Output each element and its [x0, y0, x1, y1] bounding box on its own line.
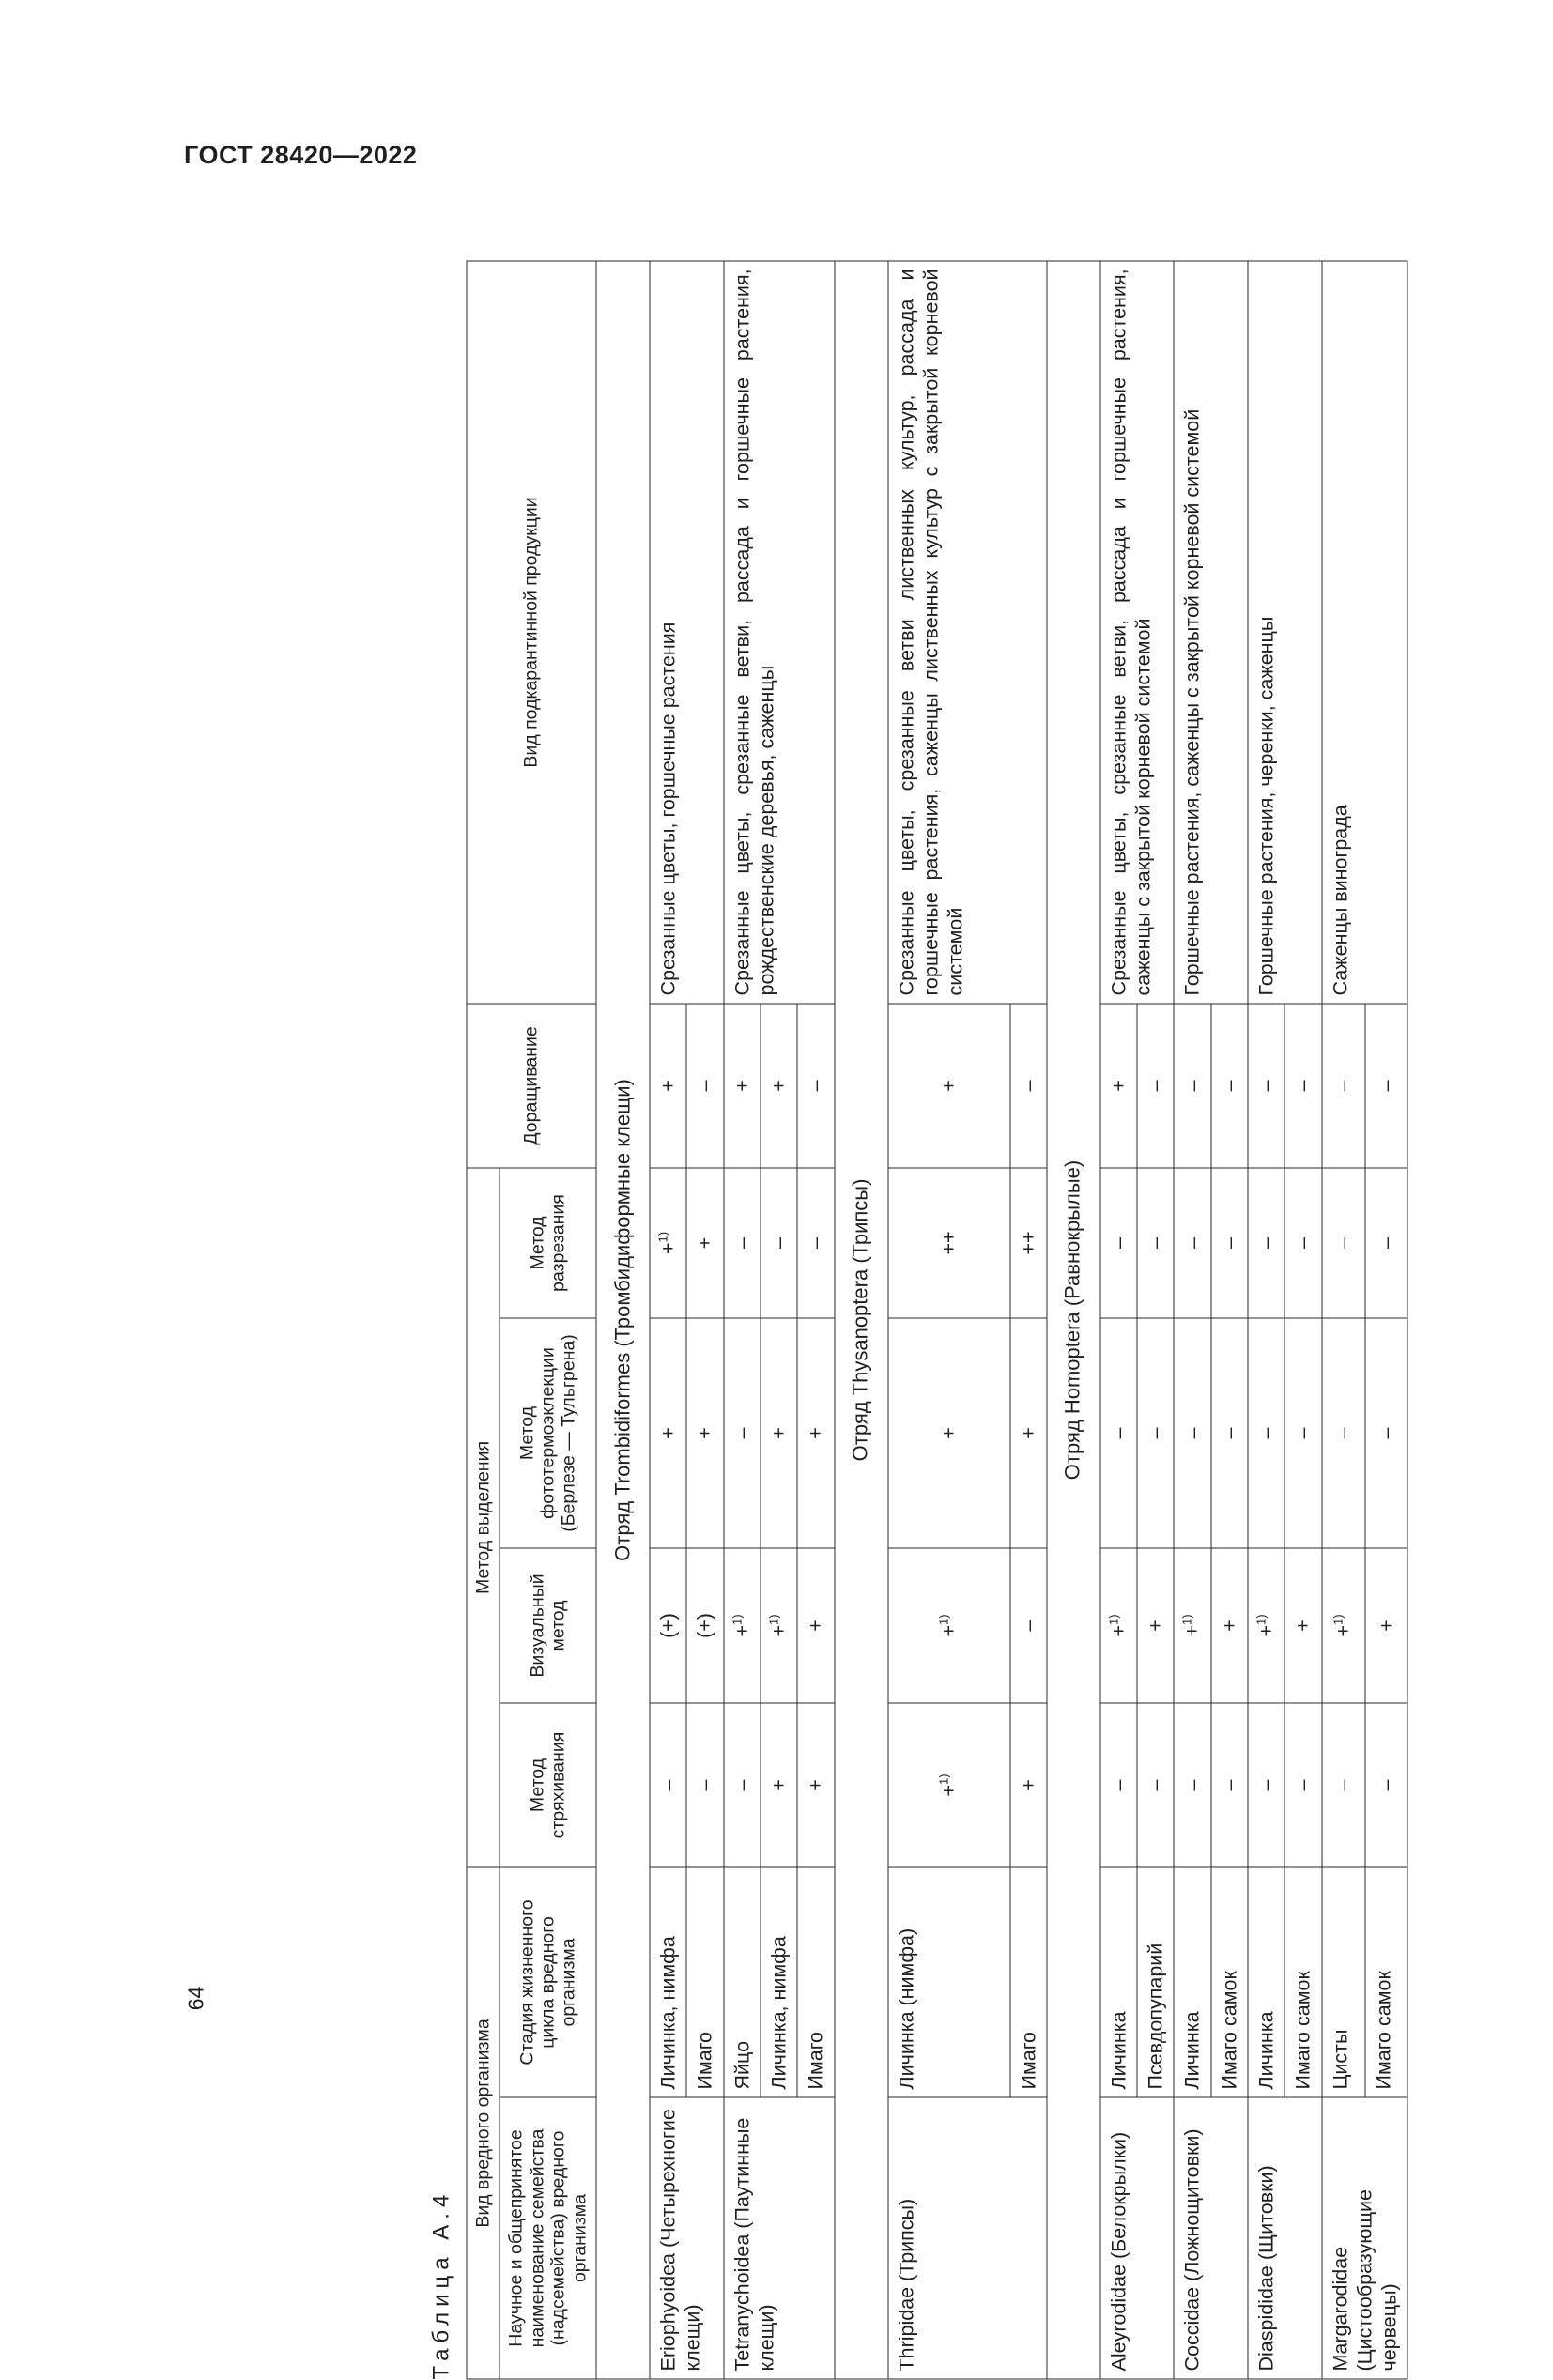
grow-cell: –: [1174, 1004, 1210, 1168]
section-title: Отряд Homoptera (Равнокрылые): [1047, 261, 1100, 2379]
grow-cell: –: [1137, 1004, 1174, 1168]
header-name: Научное и общепринятое наименование семейства (надсемейства) вредного организма: [500, 2097, 596, 2379]
visual-cell: +$^{1)}$: [1322, 1548, 1365, 1703]
header-method-group: Метод выделения: [467, 1168, 500, 1867]
footnote-marker: 1): [1254, 1614, 1269, 1625]
stage-cell: Яйцо: [724, 1867, 761, 2097]
stage-cell: Псевдопупарий: [1137, 1867, 1174, 2097]
table-row: [724, 261, 761, 2379]
grow-cell: +: [650, 1004, 686, 1168]
stage-cell: Имаго: [797, 1867, 834, 2097]
pest-name: Aleyrodidae (Белокрылки): [1100, 2097, 1175, 2379]
visual-cell: +$^{1)}$: [761, 1548, 797, 1703]
shake-cell: –: [1322, 1703, 1365, 1867]
photo-cell: –: [1365, 1318, 1408, 1548]
product-cell: Горшечные растения, черенки, саженцы: [1248, 261, 1322, 1004]
shake-cell: –: [1100, 1703, 1137, 1867]
shake-cell: +: [1010, 1703, 1047, 1867]
pest-methods-table: [467, 260, 1408, 2379]
shake-cell: –: [1248, 1703, 1284, 1867]
table-row: [1174, 261, 1210, 2379]
grow-cell: –: [686, 1004, 723, 1168]
grow-cell: +: [761, 1004, 797, 1168]
grow-cell: –: [1322, 1004, 1365, 1168]
stage-cell: Имаго самок: [1365, 1867, 1408, 2097]
photo-cell: –: [1248, 1318, 1284, 1548]
table-row: [1100, 261, 1137, 2379]
photo-cell: –: [1100, 1318, 1137, 1548]
footnote-marker: 1): [767, 1614, 781, 1625]
section-title: Отряд Thysanoptera (Трипсы): [835, 261, 888, 2379]
grow-cell: –: [1284, 1004, 1321, 1168]
shake-cell: –: [1137, 1703, 1174, 1867]
document-header: ГОСТ 28420—2022: [184, 141, 417, 170]
grow-cell: –: [1248, 1004, 1284, 1168]
footnote-marker: 1): [936, 1773, 950, 1785]
photo-cell: –: [724, 1318, 761, 1548]
visual-cell: +$^{1)}$: [1248, 1548, 1284, 1703]
header-photo: Метод фототермоэклекции (Берлезе — Тульгрена): [500, 1318, 596, 1548]
shake-cell: –: [650, 1703, 686, 1867]
product-cell: Срезанные цветы, срезанные ветви, рассада и горшечные растения, рождественские деревья, саженцы: [724, 261, 835, 1004]
grow-cell: +: [724, 1004, 761, 1168]
table-row: [650, 261, 686, 2379]
pest-name: Tetranychoidea (Паутинные клещи): [724, 2097, 835, 2379]
header-product: Вид подкарантинной продукции: [467, 261, 596, 1004]
cut-cell: –: [1137, 1168, 1174, 1318]
visual-cell: +$^{1)}$: [1100, 1548, 1137, 1703]
cut-cell: –: [724, 1168, 761, 1318]
cut-cell: –: [1284, 1168, 1321, 1318]
footnote-marker: 1): [1330, 1614, 1345, 1625]
cut-cell: –: [1365, 1168, 1408, 1318]
grow-cell: –: [1211, 1004, 1248, 1168]
visual-cell: +$^{1)}$: [888, 1548, 1010, 1703]
product-cell: Срезанные цветы, срезанные ветви лиственных культур, рассада и горшечные растения, саженцы лиственных культур с закрытой корневой системой: [888, 261, 1047, 1004]
grow-cell: +: [888, 1004, 1010, 1168]
header-cut: Метод разрезания: [500, 1168, 596, 1318]
visual-cell: +: [1211, 1548, 1248, 1703]
visual-cell: –: [1010, 1548, 1047, 1703]
table-row: [1322, 261, 1365, 2379]
visual-cell: (+): [650, 1548, 686, 1703]
photo-cell: –: [1322, 1318, 1365, 1548]
visual-cell: +: [797, 1548, 834, 1703]
photo-cell: +: [797, 1318, 834, 1548]
cut-cell: –: [797, 1168, 834, 1318]
photo-cell: –: [1137, 1318, 1174, 1548]
shake-cell: +$^{1)}$: [888, 1703, 1010, 1867]
stage-cell: Имаго: [686, 1867, 723, 2097]
product-cell: Срезанные цветы, горшечные растения: [650, 261, 724, 1004]
stage-cell: Личинка, нимфа: [650, 1867, 686, 2097]
photo-cell: +: [888, 1318, 1010, 1548]
header-shake: Метод стряхивания: [500, 1703, 596, 1867]
visual-cell: +$^{1)}$: [724, 1548, 761, 1703]
footnote-marker: 1): [730, 1614, 744, 1625]
product-cell: Срезанные цветы, срезанные ветви, рассада и горшечные растения, саженцы с закрытой корневой системой: [1100, 261, 1175, 1004]
pest-name: Margarodidae (Цистообразующие червецы): [1322, 2097, 1408, 2379]
header-pest-group: Вид вредного организма: [467, 1867, 500, 2379]
photo-cell: +: [650, 1318, 686, 1548]
visual-cell: +$^{1)}$: [1174, 1548, 1210, 1703]
photo-cell: +: [686, 1318, 723, 1548]
header-stage: Стадия жизненного цикла вредного организма: [500, 1867, 596, 2097]
table-caption: Таблица А.4: [429, 2189, 455, 2380]
shake-cell: –: [1284, 1703, 1321, 1867]
stage-cell: Личинка: [1248, 1867, 1284, 2097]
header-visual: Визуальный метод: [500, 1548, 596, 1703]
cut-cell: +$^{1)}$: [650, 1168, 686, 1318]
shake-cell: –: [724, 1703, 761, 1867]
footnote-marker: 1): [1106, 1614, 1120, 1625]
cut-cell: +: [686, 1168, 723, 1318]
cut-cell: ++: [1010, 1168, 1047, 1318]
grow-cell: –: [797, 1004, 834, 1168]
footnote-marker: 1): [1180, 1614, 1194, 1625]
stage-cell: Цисты: [1322, 1867, 1365, 2097]
section-title: Отряд Trombidiformes (Тромбидиформные клещи): [596, 261, 650, 2379]
footnote-marker: 1): [656, 1232, 670, 1243]
photo-cell: –: [1211, 1318, 1248, 1548]
stage-cell: Имаго самок: [1211, 1867, 1248, 2097]
shake-cell: –: [1365, 1703, 1408, 1867]
photo-cell: –: [1284, 1318, 1321, 1548]
stage-cell: Личинка: [1100, 1867, 1137, 2097]
pest-name: Diaspididae (Щитовки): [1248, 2097, 1322, 2379]
shake-cell: +: [797, 1703, 834, 1867]
stage-cell: Личинка: [1174, 1867, 1210, 2097]
grow-cell: –: [1010, 1004, 1047, 1168]
shake-cell: –: [686, 1703, 723, 1867]
visual-cell: (+): [686, 1548, 723, 1703]
rotated-table-region: [429, 262, 1553, 2380]
table-row: [888, 261, 1010, 2379]
cut-cell: –: [1248, 1168, 1284, 1318]
cut-cell: –: [761, 1168, 797, 1318]
visual-cell: +: [1284, 1548, 1321, 1703]
shake-cell: +: [761, 1703, 797, 1867]
pest-name: Thripidae (Трипсы): [888, 2097, 1047, 2379]
cut-cell: –: [1100, 1168, 1137, 1318]
photo-cell: +: [1010, 1318, 1047, 1548]
pest-name: Coccidae (Ложнощитовки): [1174, 2097, 1248, 2379]
cut-cell: –: [1174, 1168, 1210, 1318]
shake-cell: –: [1174, 1703, 1210, 1867]
footnote-marker: 1): [936, 1614, 950, 1625]
product-cell: Горшечные растения, саженцы с закрытой корневой системой: [1174, 261, 1248, 1004]
photo-cell: +: [761, 1318, 797, 1548]
header-grow: Доращивание: [467, 1004, 596, 1168]
cut-cell: –: [1322, 1168, 1365, 1318]
photo-cell: –: [1174, 1318, 1210, 1548]
product-cell: Саженцы винограда: [1322, 261, 1408, 1004]
stage-cell: Имаго: [1010, 1867, 1047, 2097]
cut-cell: ++: [888, 1168, 1010, 1318]
stage-cell: Имаго самок: [1284, 1867, 1321, 2097]
page-number: 64: [183, 1987, 208, 2011]
visual-cell: +: [1137, 1548, 1174, 1703]
cut-cell: –: [1211, 1168, 1248, 1318]
table-row: [1248, 261, 1284, 2379]
stage-cell: Личинка, нимфа: [761, 1867, 797, 2097]
grow-cell: +: [1100, 1004, 1137, 1168]
grow-cell: –: [1365, 1004, 1408, 1168]
pest-name: Eriophyoidea (Четырехногие клещи): [650, 2097, 724, 2379]
visual-cell: +: [1365, 1548, 1408, 1703]
stage-cell: Личинка (нимфа): [888, 1867, 1010, 2097]
shake-cell: –: [1211, 1703, 1248, 1867]
